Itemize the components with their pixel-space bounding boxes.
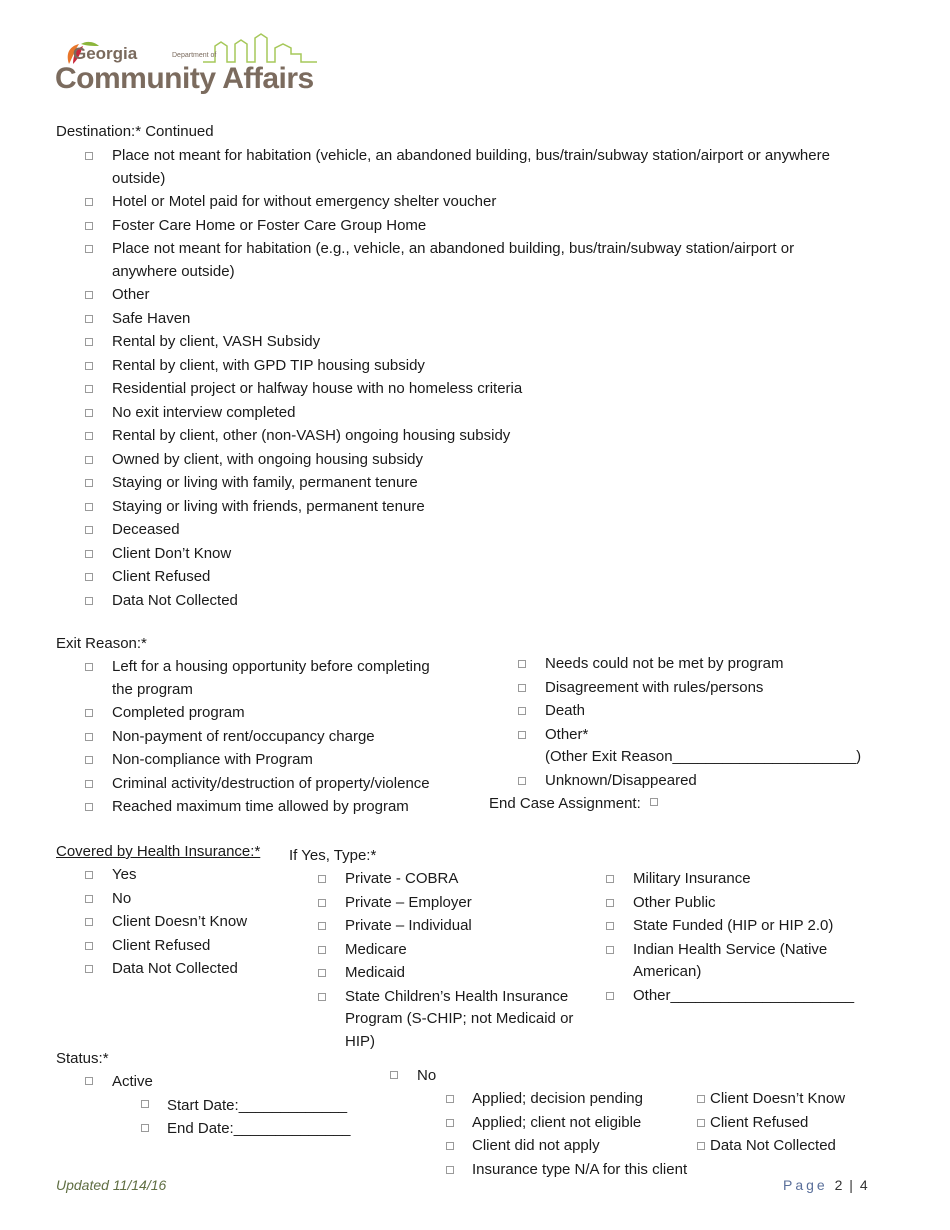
destination-option-label: outside) xyxy=(112,169,166,187)
status-active-checkbox[interactable] xyxy=(85,1077,93,1085)
health-heading: Covered by Health Insurance:* xyxy=(56,843,261,860)
destination-option-label: Hotel or Motel paid for without emergency shelter voucher xyxy=(112,193,497,210)
footer-page-number xyxy=(783,1177,868,1193)
health-option-label: Client Refused xyxy=(112,936,211,954)
destination-option-label: Client Refused xyxy=(112,568,211,585)
destination-option-checkbox[interactable] xyxy=(85,479,93,487)
exit-reason-option-checkbox[interactable] xyxy=(518,660,526,668)
insurance-type-option-label: State Children’s Health Insurance xyxy=(345,987,569,1005)
insurance-type-option-label: Other______________________ xyxy=(633,986,855,1004)
insurance-type-option-checkbox[interactable] xyxy=(606,899,614,907)
status-active-label: Active xyxy=(112,1073,153,1090)
destination-option-checkbox[interactable] xyxy=(85,503,93,511)
destination-option-checkbox[interactable] xyxy=(85,385,93,393)
exit-reason-option-label: Non-compliance with Program xyxy=(112,751,313,768)
destination-option-checkbox[interactable] xyxy=(85,573,93,581)
insurance-type-option-label: Private – Employer xyxy=(345,893,472,911)
health-option-label: Data Not Collected xyxy=(112,960,238,977)
status-no-reason-checkbox[interactable] xyxy=(446,1166,454,1174)
insurance-type-option-label: Military Insurance xyxy=(633,870,751,887)
destination-option-checkbox[interactable] xyxy=(85,526,93,534)
exit-reason-option-label: the program xyxy=(112,680,193,698)
insurance-type-option-label: Private - COBRA xyxy=(345,870,459,887)
logo-community-affairs: Community Affairs xyxy=(55,62,314,95)
status-heading: Status:* xyxy=(56,1050,109,1067)
insurance-type-option-checkbox[interactable] xyxy=(318,875,326,883)
footer-page-total: 4 xyxy=(859,1177,868,1193)
status-no-reason-checkbox[interactable] xyxy=(446,1119,454,1127)
health-option-checkbox[interactable] xyxy=(85,895,93,903)
destination-option-label: Foster Care Home or Foster Care Group Home xyxy=(112,216,427,234)
destination-option-label: Client Don’t Know xyxy=(112,544,232,562)
destination-option-checkbox[interactable] xyxy=(85,198,93,206)
insurance-type-option-checkbox[interactable] xyxy=(606,992,614,1000)
status-no-reason-checkbox[interactable] xyxy=(446,1142,454,1150)
exit-reason-option-label: Non-payment of rent/occupancy charge xyxy=(112,727,375,745)
start-date-checkbox[interactable] xyxy=(141,1100,149,1108)
exit-reason-option-label: Left for a housing opportunity before completing xyxy=(112,658,430,675)
destination-option-label: Safe Haven xyxy=(112,309,191,327)
logo xyxy=(55,32,330,106)
exit-reason-option-checkbox[interactable] xyxy=(85,663,93,671)
destination-option-checkbox[interactable] xyxy=(85,550,93,558)
destination-option-checkbox[interactable] xyxy=(85,409,93,417)
end-case-label: End Case Assignment: xyxy=(489,795,641,812)
exit-reason-option-checkbox[interactable] xyxy=(85,709,93,717)
destination-option-checkbox[interactable] xyxy=(85,152,93,160)
insurance-type-option-label: State Funded (HIP or HIP 2.0) xyxy=(633,917,834,934)
exit-reason-option-checkbox[interactable] xyxy=(518,707,526,715)
exit-reason-option-checkbox[interactable] xyxy=(518,777,526,785)
end-date-checkbox[interactable] xyxy=(141,1124,149,1132)
status-no-response-checkbox[interactable] xyxy=(697,1142,705,1150)
insurance-type-option-checkbox[interactable] xyxy=(318,922,326,930)
destination-option-checkbox[interactable] xyxy=(85,597,93,605)
status-no-response-label: Client Refused xyxy=(710,1113,809,1131)
destination-option-label: Rental by client, VASH Subsidy xyxy=(112,333,321,350)
insurance-type-option-checkbox[interactable] xyxy=(318,969,326,977)
status-no-response-label: Data Not Collected xyxy=(710,1137,836,1154)
insurance-type-option-checkbox[interactable] xyxy=(318,946,326,954)
insurance-type-heading: If Yes, Type:* xyxy=(289,847,377,864)
destination-option-label: Staying or living with family, permanent tenure xyxy=(112,474,418,491)
status-no-label: No xyxy=(417,1067,437,1084)
footer-page-sep: | xyxy=(849,1177,853,1193)
destination-option-label: Place not meant for habitation (vehicle, an abandoned building, bus/train/subway station/airport or anywhere xyxy=(112,147,830,164)
logo-dept: Department of xyxy=(172,52,217,59)
insurance-type-option-checkbox[interactable] xyxy=(606,946,614,954)
destination-option-checkbox[interactable] xyxy=(85,315,93,323)
health-option-checkbox[interactable] xyxy=(85,965,93,973)
health-option-label: Yes xyxy=(112,866,137,883)
insurance-type-option-checkbox[interactable] xyxy=(318,899,326,907)
destination-option-label: Deceased xyxy=(112,521,180,538)
health-option-checkbox[interactable] xyxy=(85,942,93,950)
exit-reason-option-checkbox[interactable] xyxy=(85,780,93,788)
end-date-label: End Date:______________ xyxy=(167,1120,351,1137)
footer-page-word: Page xyxy=(783,1177,828,1193)
health-option-label: Client Doesn’t Know xyxy=(112,913,248,930)
health-option-label: No xyxy=(112,889,132,907)
footer-updated: Updated 11/14/16 xyxy=(56,1177,167,1193)
insurance-type-option-label: HIP) xyxy=(345,1032,375,1050)
exit-reason-option-label: Reached maximum time allowed by program xyxy=(112,798,409,815)
destination-heading: Destination:* Continued xyxy=(56,123,214,140)
insurance-type-option-label: Medicaid xyxy=(345,964,406,981)
insurance-type-option-label: Medicare xyxy=(345,940,407,958)
insurance-type-option-checkbox[interactable] xyxy=(606,875,614,883)
insurance-type-option-checkbox[interactable] xyxy=(318,993,326,1001)
exit-reason-option-label: Criminal activity/destruction of property/violence xyxy=(112,774,430,792)
exit-reason-option-label: Unknown/Disappeared xyxy=(545,771,697,789)
status-no-checkbox[interactable] xyxy=(390,1071,398,1079)
exit-reason-option-checkbox[interactable] xyxy=(85,733,93,741)
status-no-response-checkbox[interactable] xyxy=(697,1119,705,1127)
destination-option-checkbox[interactable] xyxy=(85,222,93,230)
exit-reason-option-label: Disagreement with rules/persons xyxy=(545,678,764,696)
health-option-checkbox[interactable] xyxy=(85,918,93,926)
status-no-reason-label: Applied; client not eligible xyxy=(472,1113,642,1131)
status-no-response-checkbox[interactable] xyxy=(697,1095,705,1103)
destination-option-label: Place not meant for habitation (e.g., vehicle, an abandoned building, bus/train/subway station/airport or xyxy=(112,240,795,257)
destination-option-label: anywhere outside) xyxy=(112,262,235,280)
destination-option-label: Rental by client, other (non-VASH) ongoing housing subsidy xyxy=(112,427,511,444)
destination-option-label: Residential project or halfway house with no homeless criteria xyxy=(112,380,523,397)
exit-reason-option-label: Needs could not be met by program xyxy=(545,655,784,672)
destination-option-label: Owned by client, with ongoing housing subsidy xyxy=(112,450,424,468)
end-case-checkbox[interactable] xyxy=(650,798,658,806)
destination-option-checkbox[interactable] xyxy=(85,456,93,464)
status-no-reason-label: Client did not apply xyxy=(472,1137,600,1154)
insurance-type-option-label: Private – Individual xyxy=(345,917,472,934)
status-no-reason-label: Applied; decision pending xyxy=(472,1090,643,1107)
exit-reason-option-checkbox[interactable] xyxy=(85,803,93,811)
insurance-type-option-label: American) xyxy=(633,963,702,980)
destination-option-checkbox[interactable] xyxy=(85,338,93,346)
exit-reason-option-checkbox[interactable] xyxy=(518,731,526,739)
insurance-type-option-label: Indian Health Service (Native xyxy=(633,940,828,958)
destination-option-label: Other xyxy=(112,286,150,303)
destination-option-checkbox[interactable] xyxy=(85,362,93,370)
exit-reason-option-label: Completed program xyxy=(112,704,245,721)
exit-reason-option-label: (Other Exit Reason______________________) xyxy=(545,748,862,765)
exit-reason-option-checkbox[interactable] xyxy=(518,684,526,692)
exit-reason-option-label: Other* xyxy=(545,725,589,743)
destination-option-label: Rental by client, with GPD TIP housing subsidy xyxy=(112,356,425,374)
health-option-checkbox[interactable] xyxy=(85,871,93,879)
insurance-type-option-label: Other Public xyxy=(633,893,716,911)
destination-option-label: No exit interview completed xyxy=(112,403,296,421)
insurance-type-option-label: Program (S-CHIP; not Medicaid or xyxy=(345,1010,574,1027)
status-no-reason-checkbox[interactable] xyxy=(446,1095,454,1103)
destination-option-checkbox[interactable] xyxy=(85,245,93,253)
exit-reason-heading: Exit Reason:* xyxy=(56,635,147,652)
destination-option-checkbox[interactable] xyxy=(85,291,93,299)
destination-option-label: Staying or living with friends, permanent tenure xyxy=(112,497,425,515)
footer-page-current: 2 xyxy=(834,1177,843,1193)
start-date-label: Start Date:_____________ xyxy=(167,1097,348,1114)
status-no-reason-label: Insurance type N/A for this client xyxy=(472,1160,688,1178)
exit-reason-option-label: Death xyxy=(545,702,586,719)
destination-option-label: Data Not Collected xyxy=(112,591,238,609)
destination-option-checkbox[interactable] xyxy=(85,432,93,440)
insurance-type-option-checkbox[interactable] xyxy=(606,922,614,930)
status-no-response-label: Client Doesn’t Know xyxy=(710,1090,846,1107)
exit-reason-option-checkbox[interactable] xyxy=(85,756,93,764)
logo-georgia: Georgia xyxy=(73,44,138,63)
